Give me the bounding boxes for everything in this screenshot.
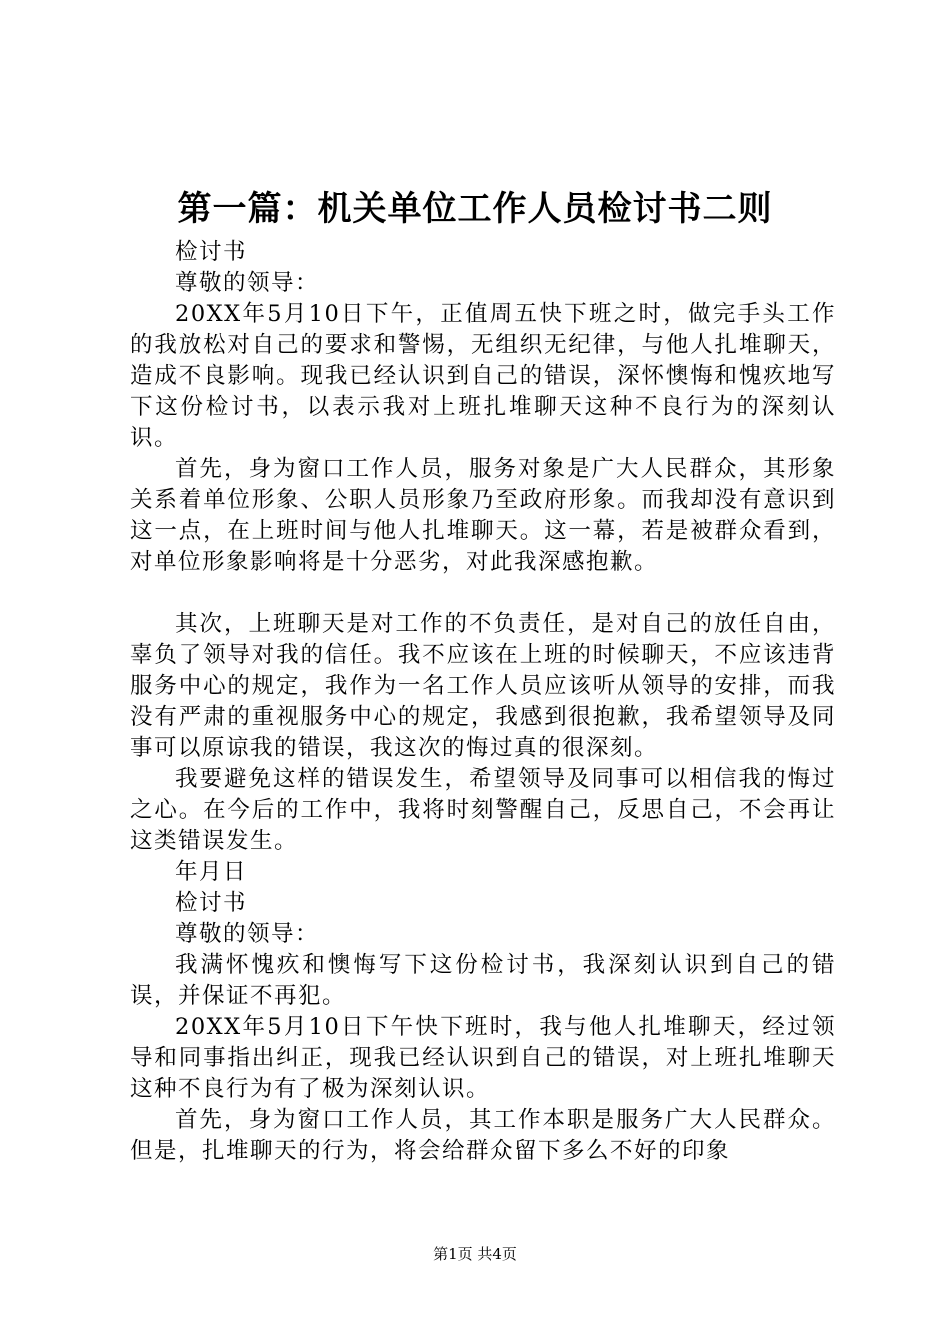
paragraph: 20XX年5月10日下午，正值周五快下班之时，做完手头工作的我放松对自己的要求和警惕，无组织无纪律，与他人扎堆聊天，造成不良影响。现我已经认识到自己的错误，深怀懊悔和愧疚地写下这份检讨书，以表示我对上班扎堆聊天这种不良行为的深刻认识。: [130, 301, 836, 451]
document-body: [130, 237, 836, 1167]
date-line: 年月日: [175, 859, 248, 885]
paragraph-gap: [130, 578, 836, 609]
paragraph: 其次，上班聊天是对工作的不负责任，是对自己的放任自由，辜负了领导对我的信任。我不应该在上班的时候聊天，不应该违背服务中心的规定，我作为一名工作人员应该听从领导的安排，而我没有严肃的重视服务中心的规定，我感到很抱歉，我希望领导及同事可以原谅我的错误，我这次的悔过真的很深刻。: [130, 611, 836, 761]
paragraph: 首先，身为窗口工作人员，其工作本职是服务广大人民群众。但是，扎堆聊天的行为，将会给群众留下多么不好的印象: [130, 1107, 836, 1164]
page-number: 第1页 共4页: [433, 1245, 517, 1263]
letter-heading: 检讨书: [175, 890, 248, 916]
paragraph: 我要避免这样的错误发生，希望领导及同事可以相信我的悔过之心。在今后的工作中，我将时刻警醒自己，反思自己，不会再让这类错误发生。: [130, 766, 836, 854]
document-title: 第一篇：机关单位工作人员检讨书二则: [177, 189, 773, 229]
paragraph: 我满怀愧疚和懊悔写下这份检讨书，我深刻认识到自己的错误，并保证不再犯。: [130, 952, 836, 1009]
letter-heading: 检讨书: [175, 239, 248, 265]
salutation: 尊敬的领导：: [175, 921, 320, 947]
paragraph: 首先，身为窗口工作人员，服务对象是广大人民群众，其形象关系着单位形象、公职人员形象乃至政府形象。而我却没有意识到这一点，在上班时间与他人扎堆聊天。这一幕，若是被群众看到，对单位形象影响将是十分恶劣，对此我深感抱歉。: [130, 456, 836, 575]
paragraph: 20XX年5月10日下午快下班时，我与他人扎堆聊天，经过领导和同事指出纠正，现我已经认识到自己的错误，对上班扎堆聊天这种不良行为有了极为深刻认识。: [130, 1014, 836, 1102]
salutation: 尊敬的领导：: [175, 270, 320, 296]
